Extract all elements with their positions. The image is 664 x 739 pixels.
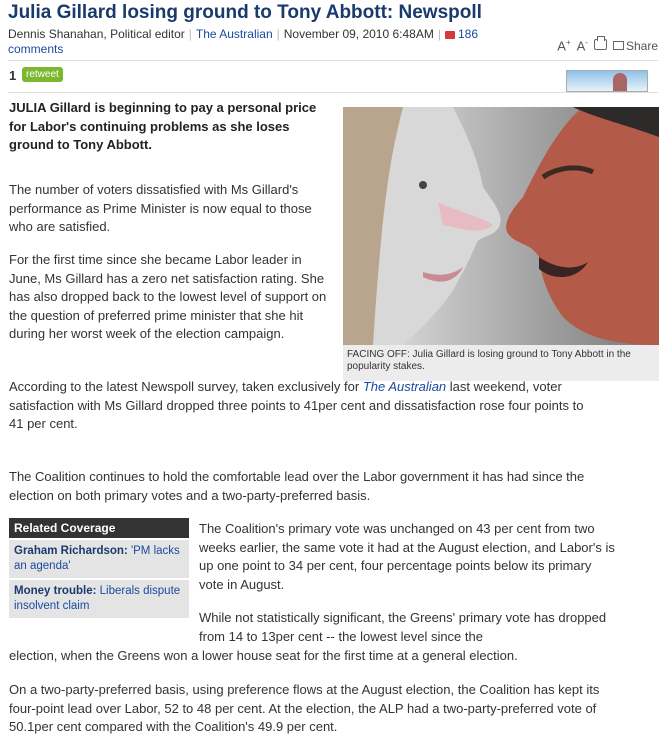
- font-decrease-button[interactable]: A-: [576, 38, 588, 54]
- comments-label: comments: [8, 42, 64, 56]
- paragraph: According to the latest Newspoll survey, taken exclusively for The Australian last weekend, voter satisfaction with Ms Gillard dropped three points to 41per cent and dissatisfaction rose four points to 41 per cent.: [9, 379, 584, 432]
- lead-paragraph: JULIA Gillard is beginning to pay a personal price for Labor's continuing problems as she loses ground to Tony Abbott.: [9, 100, 317, 153]
- retweet-button[interactable]: retweet: [22, 67, 63, 82]
- publication-inline-link[interactable]: The Australian: [362, 379, 447, 394]
- photo-caption: FACING OFF: Julia Gillard is losing ground to Tony Abbott in the popularity stakes.: [343, 345, 659, 381]
- paragraph: The number of voters dissatisfied with Ms Gillard's performance as Prime Minister is now equal to those who are satisfied.: [9, 182, 312, 235]
- byline: [8, 27, 528, 57]
- paragraph: The Coalition continues to hold the comfortable lead over the Labor government it has had since the election on both primary votes and a two-party-preferred basis.: [9, 469, 585, 503]
- paragraph: On a two-party-preferred basis, using preference flows at the August election, the Coalition has kept its four-point lead over Labor, 52 to 48 per cent. At the election, the ALP had a two-party-preferred vote of 50.1per cent compared with the Coalition's 49.9 per cent.: [9, 682, 600, 735]
- article-headline: Julia Gillard losing ground to Tony Abbott: Newspoll: [8, 2, 482, 23]
- related-link[interactable]: Graham Richardson: 'PM lacks an agenda': [9, 540, 189, 578]
- author: Dennis Shanahan, Political editor: [8, 27, 185, 41]
- byline-separator: |: [276, 27, 280, 41]
- publication-link[interactable]: The Australian: [195, 27, 273, 41]
- divider: [8, 92, 658, 93]
- related-link[interactable]: Money trouble: Liberals dispute insolvent claim: [9, 580, 189, 618]
- comment-icon: [445, 31, 455, 39]
- publish-date: November 09, 2010 6:48AM: [283, 27, 434, 41]
- article-tools: [557, 38, 658, 53]
- comments-count: 186: [457, 27, 478, 41]
- byline-separator: |: [437, 27, 441, 41]
- font-increase-button[interactable]: A+: [557, 38, 571, 54]
- paragraph: For the first time since she became Labor leader in June, Ms Gillard has a zero net satisfaction rating. She has also dropped back to the lowest level of support on the question of preferred prime minister that she hit during her worst week of the election campaign.: [9, 252, 327, 342]
- thumbnail-image[interactable]: [566, 70, 648, 92]
- faces-illustration: [343, 107, 659, 345]
- print-icon: [594, 39, 607, 50]
- paragraph: election, when the Greens won a lower house seat for the first time at a general election.: [9, 648, 518, 663]
- paragraph: While not statistically significant, the Greens' primary vote has dropped from 14 to 13per cent -- the lowest level since the: [199, 610, 607, 644]
- share-button[interactable]: Share: [613, 39, 658, 53]
- related-coverage-header: Related Coverage: [9, 518, 189, 538]
- related-coverage-box: [9, 518, 189, 618]
- divider: [8, 60, 658, 61]
- share-icon: [613, 41, 624, 50]
- byline-separator: |: [188, 27, 192, 41]
- article-photo: [343, 107, 659, 345]
- retweet-count: 1: [9, 68, 17, 83]
- print-button[interactable]: [594, 39, 607, 53]
- paragraph: The Coalition's primary vote was unchanged on 43 per cent from two weeks earlier, the same vote it had at the August election, and Labor's is up one point to 34 per cent, four percentage points below its primary vote in August.: [199, 521, 615, 592]
